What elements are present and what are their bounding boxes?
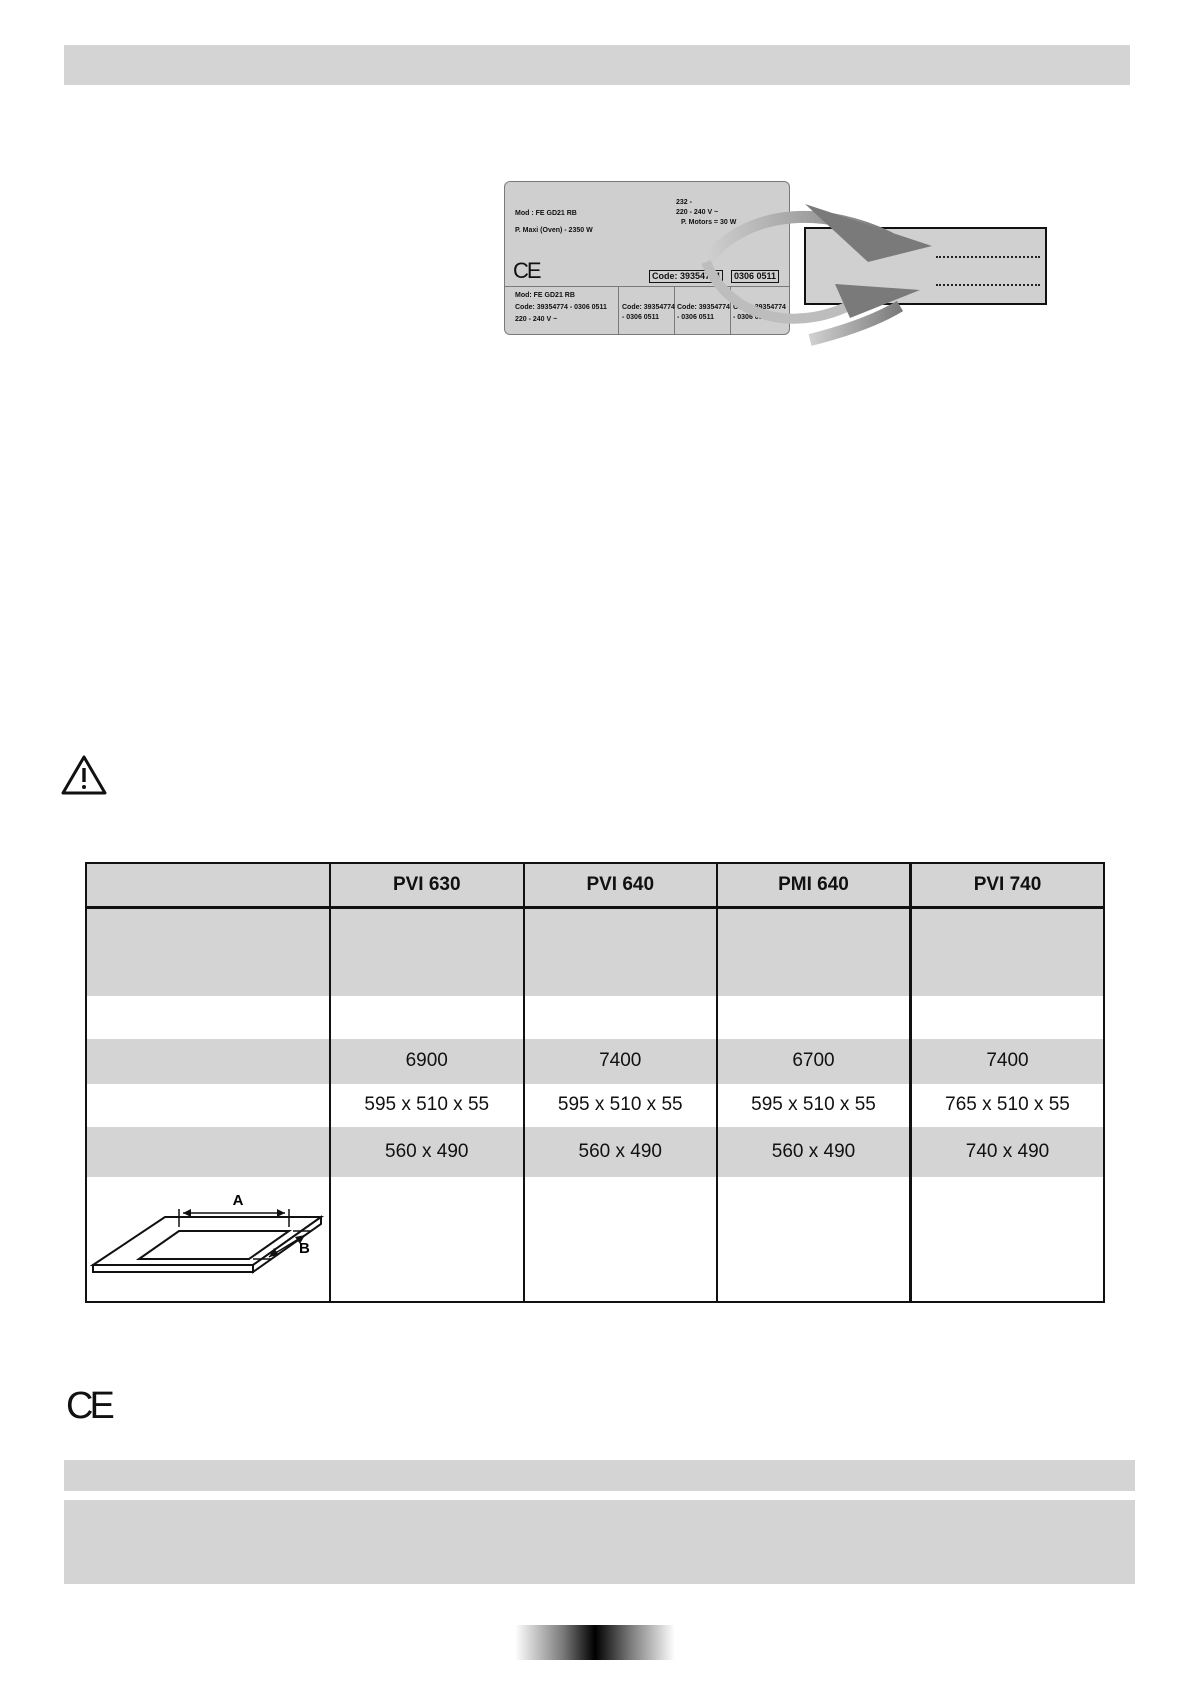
diagram-label-a: A	[232, 1191, 244, 1209]
plate-p-maxi: P. Maxi (Oven) - 2350 W	[515, 227, 593, 234]
table-header-row	[86, 863, 1104, 908]
header-blank-cell	[86, 863, 330, 908]
table-cell: 6900	[330, 1039, 524, 1084]
table-cell: 6700	[717, 1039, 911, 1084]
table-cell: 765 x 510 x 55	[911, 1084, 1105, 1127]
plate-stub-code-b2: - 0306 0511	[677, 314, 714, 321]
table-cell	[911, 996, 1105, 1039]
page-number-tab	[515, 1625, 675, 1660]
row-label-cell	[86, 1127, 330, 1177]
table-cell: 560 x 490	[330, 1127, 524, 1177]
table-cell: 740 x 490	[911, 1127, 1105, 1177]
plate-stub-code: Code: 39354774 - 0306 0511	[515, 304, 607, 311]
plate-stub-code-b3: - 0306 0511	[733, 314, 770, 321]
spec-table	[85, 862, 1105, 1303]
table-cell	[911, 908, 1105, 996]
table-cell	[717, 996, 911, 1039]
header-model: PVI 640	[524, 863, 718, 908]
header-model: PVI 630	[330, 863, 524, 908]
header-model: PMI 640	[717, 863, 911, 908]
table-row	[86, 908, 1104, 996]
table-cell	[717, 1177, 911, 1302]
table-row	[86, 1177, 1104, 1302]
row-label-cell	[86, 908, 330, 996]
plate-motors: P. Motors = 30 W	[681, 219, 737, 226]
curved-arrows-icon	[0, 0, 1191, 360]
table-cell	[330, 908, 524, 996]
table-cell: 560 x 490	[717, 1127, 911, 1177]
table-cell	[330, 1177, 524, 1302]
plate-mod: Mod : FE GD21 RB	[515, 210, 577, 217]
plate-ce-icon: CE	[513, 258, 540, 283]
diagram-label-b: B	[299, 1239, 310, 1257]
table-cell: 7400	[524, 1039, 718, 1084]
cutout-diagram-cell	[86, 1177, 330, 1302]
table-cell: 595 x 510 x 55	[524, 1084, 718, 1127]
plate-stub-code-a2: Code: 39354774	[677, 304, 730, 311]
ce-mark-icon: CE	[66, 1385, 111, 1427]
plate-stub-code-a3: Code: 39354774	[733, 304, 786, 311]
header-model: PVI 740	[911, 863, 1105, 908]
footer-box	[64, 1500, 1135, 1584]
plate-stub-mod: Mod: FE GD21 RB	[515, 292, 575, 299]
table-cell	[330, 996, 524, 1039]
table-cell	[524, 996, 718, 1039]
plate-power-line1: 232 -	[676, 199, 692, 206]
table-cell: 595 x 510 x 55	[717, 1084, 911, 1127]
row-label-cell	[86, 1084, 330, 1127]
plate-code-part2: 0306 0511	[731, 270, 779, 283]
warning-icon	[60, 754, 108, 796]
plate-stub-voltage: 220 - 240 V ~	[515, 316, 558, 323]
plate-stub-code-b1: - 0306 0511	[622, 314, 659, 321]
table-cell	[911, 1177, 1105, 1302]
row-label-cell	[86, 996, 330, 1039]
plate-stub-code-a1: Code: 39354774	[622, 304, 675, 311]
cutout-diagram-icon	[87, 1177, 331, 1295]
row-label-cell	[86, 1039, 330, 1084]
table-cell: 560 x 490	[524, 1127, 718, 1177]
plate-power-line2: 220 - 240 V ~	[676, 209, 719, 216]
table-row	[86, 1084, 1104, 1127]
table-cell: 595 x 510 x 55	[330, 1084, 524, 1127]
plate-code-part1: Code: 39354774	[649, 270, 723, 283]
table-row	[86, 1039, 1104, 1084]
table-row	[86, 996, 1104, 1039]
footer-bar	[64, 1460, 1135, 1491]
table-row	[86, 1127, 1104, 1177]
table-cell	[717, 908, 911, 996]
table-cell	[524, 1177, 718, 1302]
table-cell: 7400	[911, 1039, 1105, 1084]
table-cell	[524, 908, 718, 996]
